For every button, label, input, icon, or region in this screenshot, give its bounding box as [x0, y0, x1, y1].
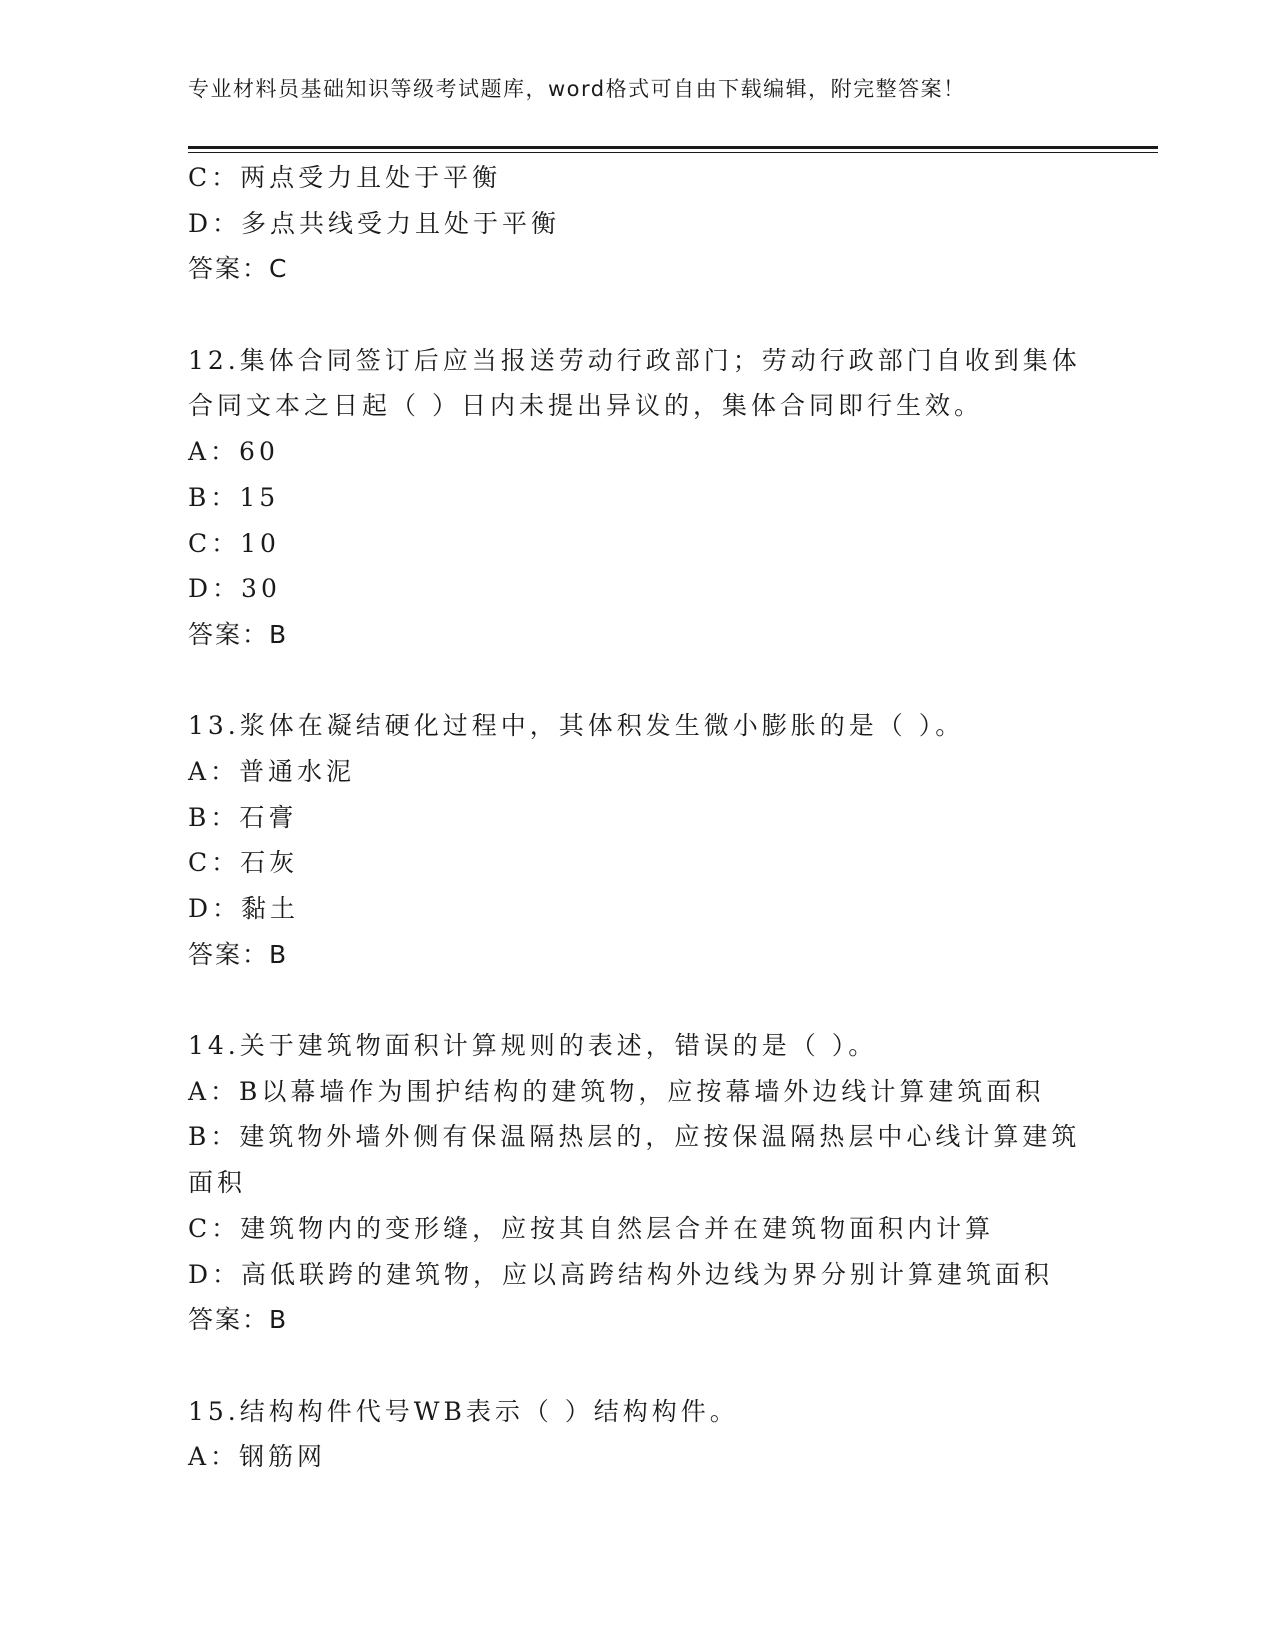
header-rule-thin [188, 152, 1158, 153]
answer-line: 答案：B [188, 939, 289, 969]
answer-line: 答案：B [188, 1305, 289, 1335]
question-text-line: A：B以幕墙作为围护结构的建筑物，应按幕墙外边线计算建筑面积 [188, 1076, 1045, 1106]
question-text-line: 14.关于建筑物面积计算规则的表述，错误的是（ ）。 [188, 1031, 878, 1061]
question-text-line: D：黏土 [188, 894, 300, 923]
paragraph-spacer [188, 658, 1088, 704]
question-text-line: 13.浆体在凝结硬化过程中，其体积发生微小膨胀的是（ ）。 [188, 711, 965, 741]
question-text-line: B：15 [188, 482, 280, 512]
question-text-line: 合同文本之日起（ ）日内未提出异议的，集体合同即行生效。 [188, 391, 983, 421]
question-text-line: D：高低联跨的建筑物，应以高跨结构外边线为界分别计算建筑面积 [188, 1259, 1054, 1289]
question-text-line: C：10 [188, 528, 280, 558]
question-text-line: 15.结构构件代号WB表示（ ）结构构件。 [188, 1396, 739, 1426]
question-content [188, 155, 1088, 1480]
answer-line: 答案：C [188, 254, 289, 284]
question-text-line: 面积 [188, 1168, 247, 1198]
question-text-line: C：两点受力且处于平衡 [188, 163, 502, 192]
header-rule-thick [188, 146, 1158, 149]
question-text-line: C：石灰 [188, 848, 299, 878]
question-text-line: D：30 [188, 574, 281, 604]
paragraph-spacer [188, 1343, 1088, 1389]
question-text-line: A：普通水泥 [188, 756, 356, 786]
question-text-line: D：多点共线受力且处于平衡 [188, 208, 561, 238]
question-text-line: B：石膏 [188, 802, 298, 832]
paragraph-spacer [188, 292, 1088, 338]
question-text-line: C：建筑物内的变形缝，应按其自然层合并在建筑物面积内计算 [188, 1213, 995, 1243]
answer-line: 答案：B [188, 619, 289, 649]
question-text-line: A：60 [188, 437, 279, 467]
question-text-line: A：钢筋网 [188, 1442, 327, 1472]
question-text-line: 12.集体合同签订后应当报送劳动行政部门；劳动行政部门自收到集体 [188, 345, 1081, 375]
question-text-line: B：建筑物外墙外侧有保温隔热层的，应按保温隔热层中心线计算建筑 [188, 1122, 1081, 1152]
document-header: 专业材料员基础知识等级考试题库，word格式可自由下载编辑，附完整答案！ [188, 77, 966, 101]
paragraph-spacer [188, 977, 1088, 1023]
